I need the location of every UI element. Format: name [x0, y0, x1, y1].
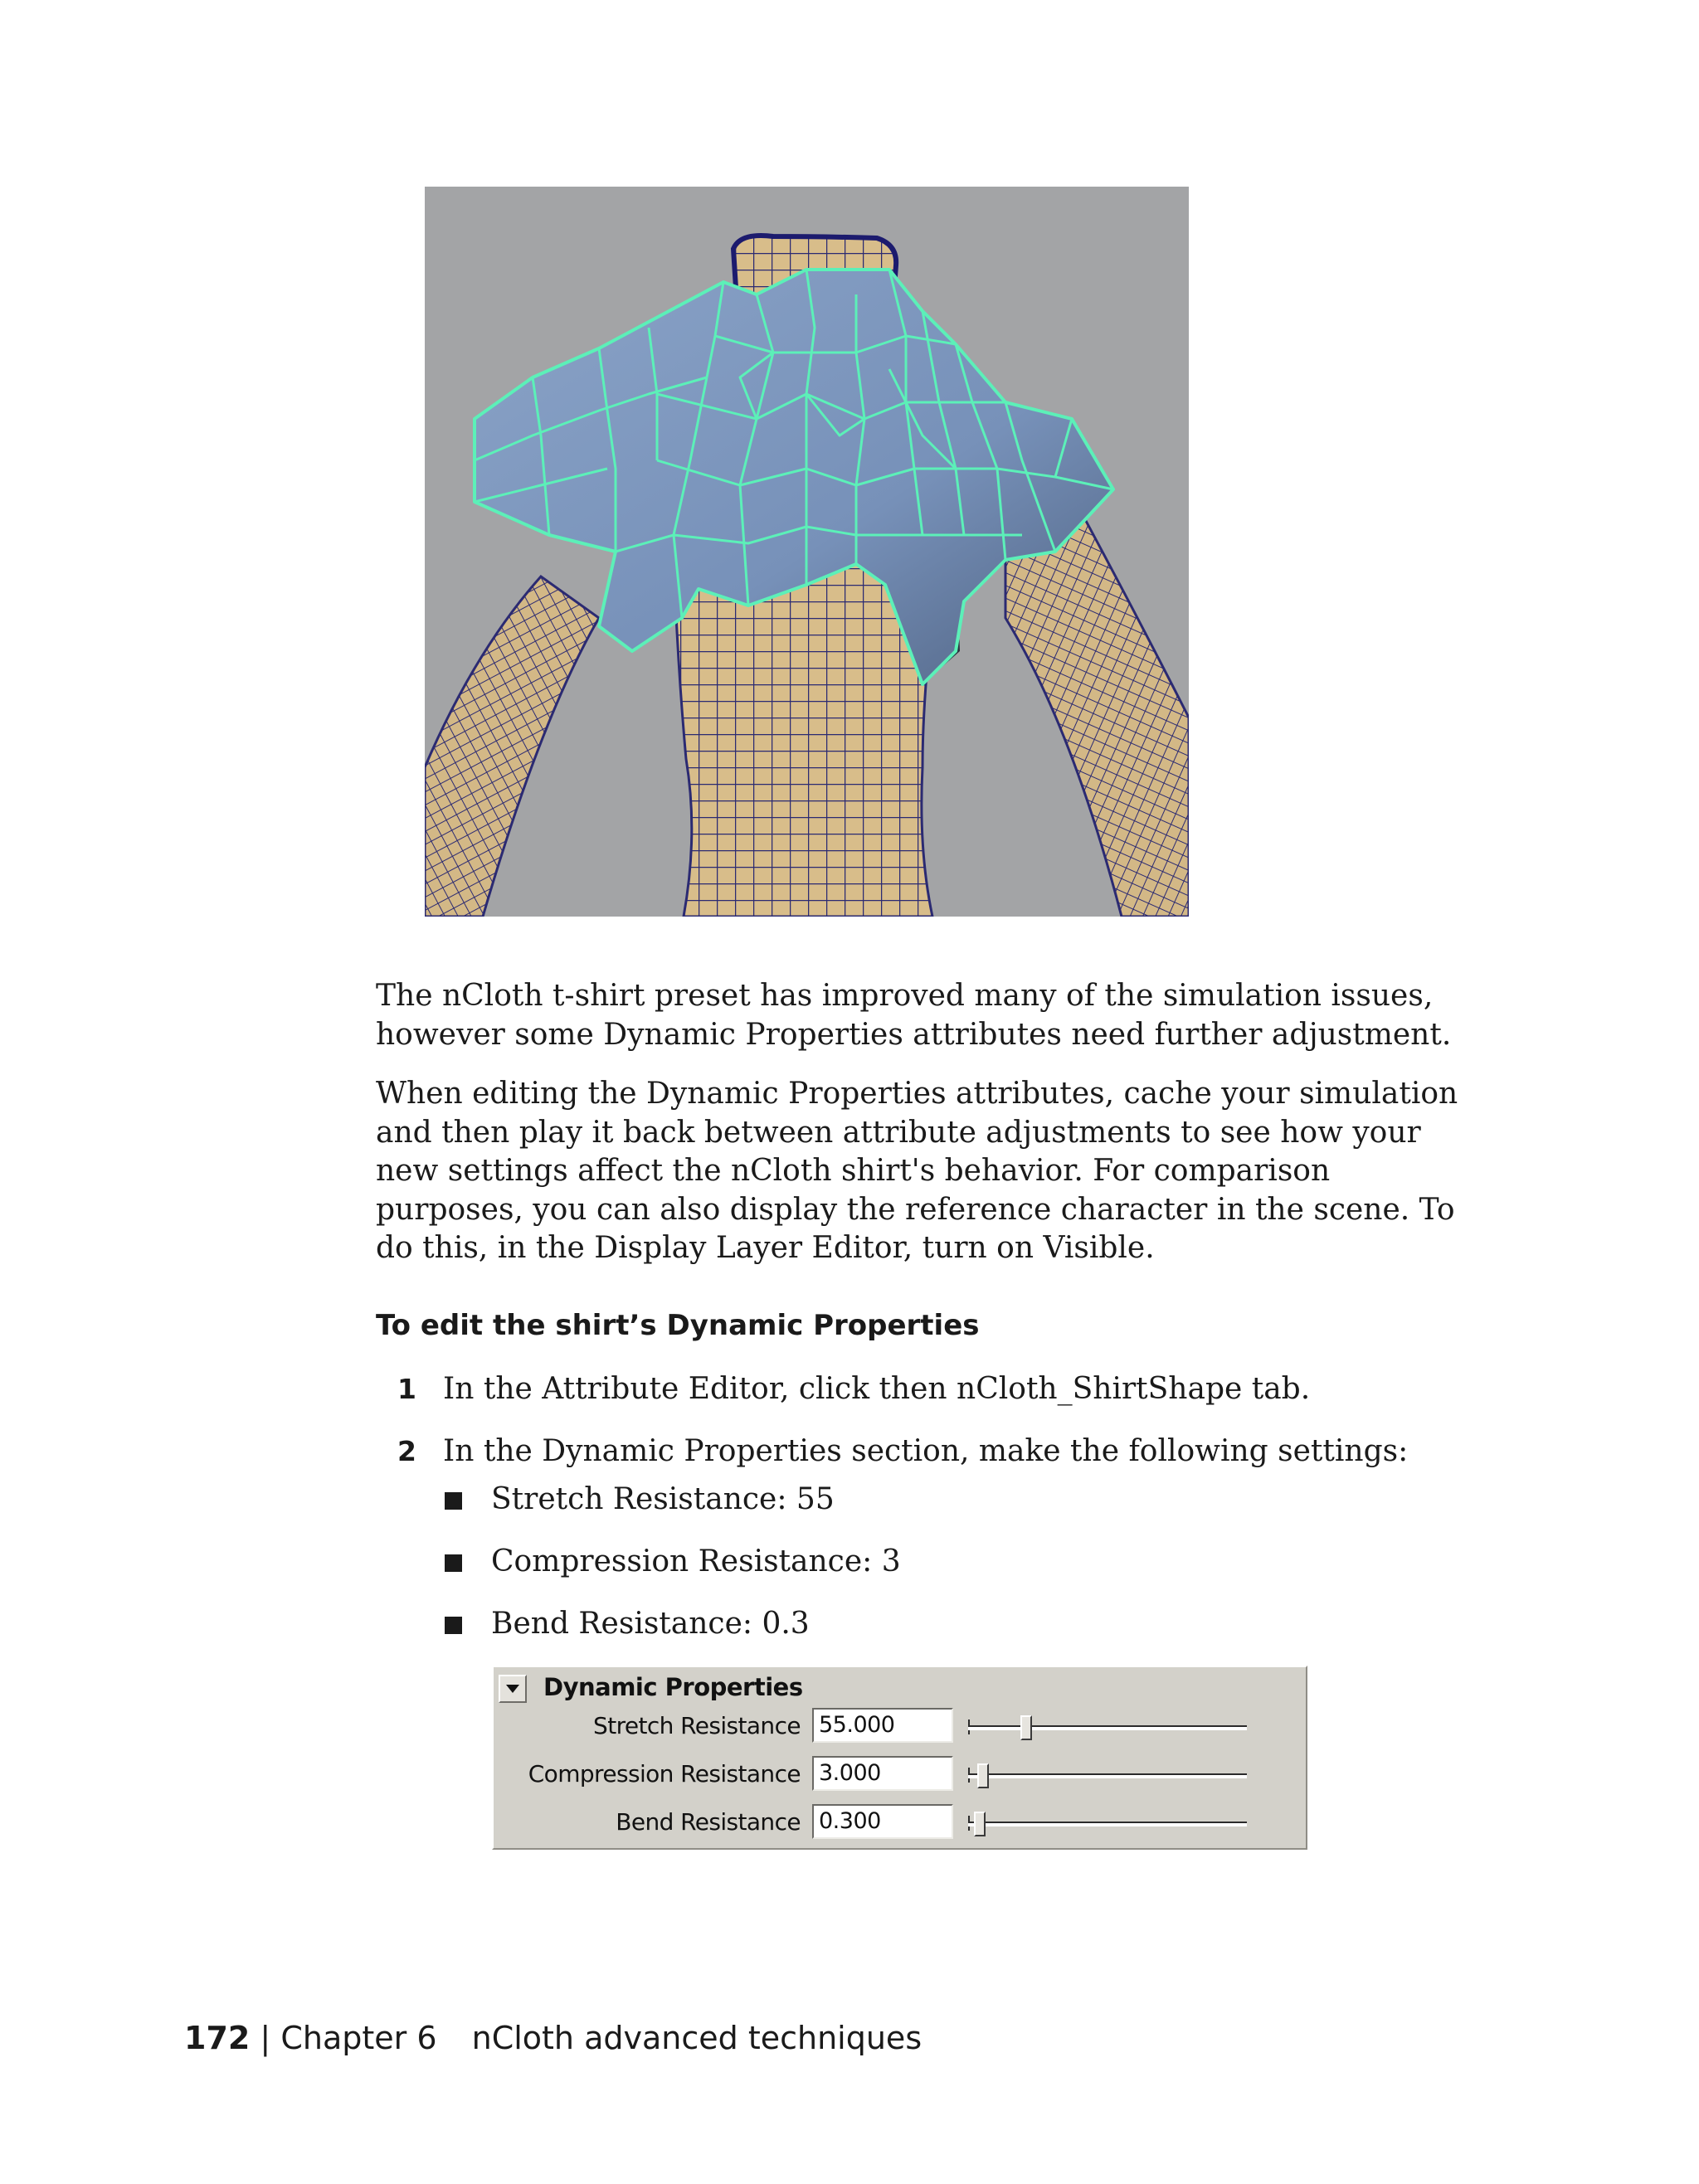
step-text: In the Dynamic Properties section, make the following settings:	[443, 1434, 1409, 1468]
paragraph-preset-improvements: The nCloth t-shirt preset has improved many of the simulation issues, however some Dynamic Properties attributes need further adjustment.	[376, 979, 1452, 1052]
step-number: 2	[397, 1435, 416, 1467]
bullet-square-icon	[445, 1492, 462, 1510]
bend-resistance-field[interactable]: 0.300	[812, 1804, 953, 1839]
ncloth-shirt-render	[425, 187, 1189, 917]
bend-resistance-slider-thumb[interactable]	[974, 1812, 986, 1836]
stretch-resistance-slider-track[interactable]	[968, 1725, 1247, 1730]
footer-separator: |	[260, 2020, 271, 2056]
paragraph-caching-instructions: When editing the Dynamic Properties attributes, cache your simulation and then play it back between attribute adjustments to see how your new settings affect the nCloth shirt's behavior. For comparison purposes, you can also display the reference character in the scene. To do this, in the Display Layer Editor, turn on Visible.	[376, 1077, 1458, 1265]
bend-resistance-label: Bend Resistance	[616, 1808, 801, 1836]
chapter-label: Chapter 6	[280, 2020, 437, 2056]
stretch-resistance-label: Stretch Resistance	[593, 1712, 801, 1739]
bullet-square-icon	[445, 1617, 462, 1634]
stretch-resistance-field[interactable]: 55.000	[812, 1708, 953, 1743]
bullet-square-icon	[445, 1554, 462, 1572]
setting-bullet-item: Bend Resistance: 0.3	[491, 1607, 810, 1641]
dynamic-properties-panel	[492, 1666, 1307, 1850]
chapter-title: nCloth advanced techniques	[471, 2020, 923, 2056]
compression-resistance-slider-track[interactable]	[968, 1773, 1247, 1778]
ncloth-shirt-figure	[425, 187, 1189, 917]
procedure-heading: To edit the shirt’s Dynamic Properties	[376, 1309, 980, 1342]
step-number: 1	[397, 1373, 416, 1405]
right-arm	[1005, 510, 1189, 917]
compression-resistance-field[interactable]: 3.000	[812, 1756, 953, 1791]
compression-resistance-label: Compression Resistance	[528, 1760, 801, 1788]
bend-resistance-slider-track[interactable]	[968, 1822, 1247, 1826]
step-text: In the Attribute Editor, click then nCloth_ShirtShape tab.	[443, 1372, 1311, 1406]
setting-bullet-item: Stretch Resistance: 55	[491, 1482, 835, 1516]
collapse-section-button[interactable]	[499, 1675, 527, 1703]
page-footer	[184, 2018, 922, 2058]
compression-resistance-slider-thumb[interactable]	[977, 1763, 989, 1788]
page-number: 172	[184, 2020, 251, 2056]
stretch-resistance-slider-thumb[interactable]	[1020, 1715, 1032, 1740]
triangle-down-icon	[506, 1685, 519, 1693]
setting-bullet-item: Compression Resistance: 3	[491, 1544, 901, 1578]
left-arm	[425, 576, 599, 917]
section-title: Dynamic Properties	[543, 1673, 803, 1701]
